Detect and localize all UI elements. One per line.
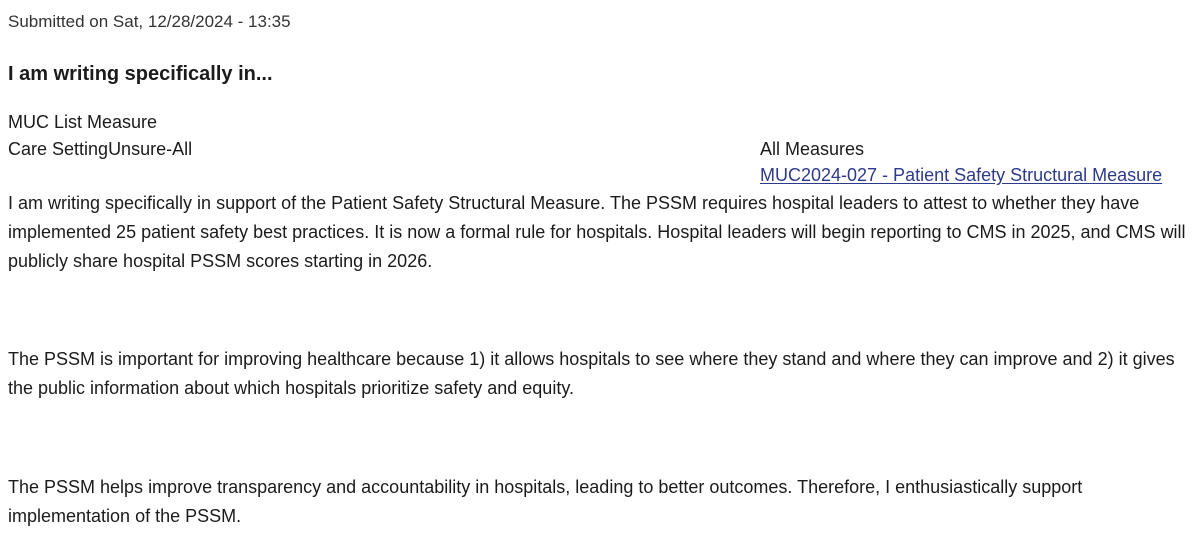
measure-link[interactable]: MUC2024-027 - Patient Safety Structural Measure [760, 165, 1163, 185]
comment-paragraph: I am writing specifically in support of the Patient Safety Structural Measure. The PSSM requires hospital leaders to attest to whether they have implemented 25 patient safety best practices. It is now a formal rule for hospitals. Hospital leaders will begin reporting to CMS in 2025, and CMS will publicly share hospital PSSM scores starting in 2026. [8, 193, 1186, 271]
care-setting-row [8, 137, 192, 161]
muc-list-measure-label: MUC List Measure [8, 112, 158, 132]
all-measures-label: All Measures [760, 139, 865, 159]
section-heading: I am writing specifically in... [8, 63, 273, 85]
care-setting-value: Unsure-All [108, 139, 193, 159]
care-setting-label: Care Setting [8, 139, 109, 159]
comment-paragraph: The PSSM is important for improving healthcare because 1) it allows hospitals to see where they stand and where they can improve and 2) it gives the public information about which hospitals prioritize safety and equity. [8, 349, 1175, 398]
submitted-date: Submitted on Sat, 12/28/2024 - 13:35 [8, 12, 291, 31]
comment-paragraph: The PSSM helps improve transparency and accountability in hospitals, leading to better outcomes. Therefore, I enthusiastically support implementation of the PSSM. [8, 477, 1083, 526]
